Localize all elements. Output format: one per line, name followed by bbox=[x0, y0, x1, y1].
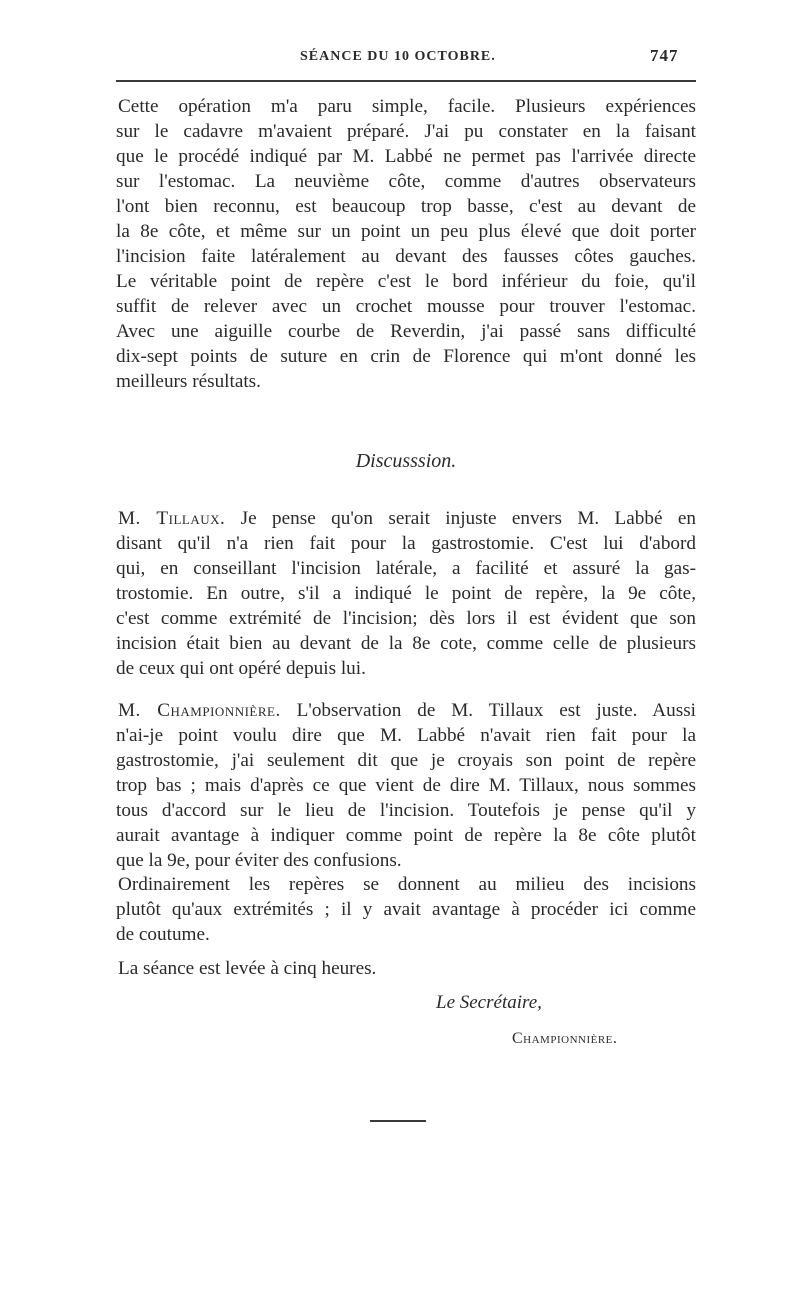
text-line: tous d'accord sur le lieu de l'incision. Toutefois je pense qu'il y bbox=[116, 800, 696, 821]
header-rule bbox=[116, 80, 696, 82]
text-line: Cette opération m'a paru simple, facile. Plusieurs expériences bbox=[118, 96, 696, 117]
running-header-title: SÉANCE DU 10 OCTOBRE. bbox=[300, 49, 496, 64]
paragraph-tillaux bbox=[116, 506, 696, 681]
speaker-name: M. Tillaux. bbox=[118, 508, 226, 529]
speaker-name: M. Championnière. bbox=[118, 700, 281, 721]
text-line: La séance est levée à cinq heures. bbox=[118, 958, 377, 979]
text-line: suffit de relever avec un crochet mousse pour trouver l'estomac. bbox=[116, 296, 696, 317]
end-rule bbox=[370, 1120, 426, 1122]
text-line: incision était bien au devant de la 8e cote, comme celle de plusieurs bbox=[116, 633, 696, 654]
text-line: n'ai-je point voulu dire que M. Labbé n'avait rien fait pour la bbox=[116, 725, 696, 746]
text-line: dix-sept points de suture en crin de Florence qui m'ont donné les bbox=[116, 346, 696, 367]
discussion-heading: Discusssion. bbox=[355, 450, 457, 472]
text-line: Ordinairement les repères se donnent au milieu des incisions bbox=[118, 874, 696, 895]
text-line: plutôt qu'aux extrémités ; il y avait avantage à procéder ici comme bbox=[116, 899, 696, 920]
paragraph-reperes bbox=[116, 872, 696, 947]
text-line: Avec une aiguille courbe de Reverdin, j'ai passé sans difficulté bbox=[116, 321, 696, 342]
text-line: de coutume. bbox=[116, 924, 210, 945]
text-line: gastrostomie, j'ai seulement dit que je croyais son point de repère bbox=[116, 750, 696, 771]
closing-line bbox=[116, 956, 696, 981]
text-line: sur le cadavre m'avaient préparé. J'ai pu constater en la faisant bbox=[116, 121, 696, 142]
text-line: disant qu'il n'a rien fait pour la gastrostomie. C'est lui d'abord bbox=[116, 533, 696, 554]
signature: Championnière. bbox=[512, 1030, 618, 1047]
paragraph-operation bbox=[116, 94, 696, 394]
text-line: l'ont bien reconnu, est beaucoup trop basse, c'est au devant de bbox=[116, 196, 696, 217]
text-line bbox=[116, 506, 696, 531]
text-fragment: Je pense qu'on serait injuste envers M. Labbé en bbox=[225, 508, 697, 529]
page-number: 747 bbox=[650, 46, 679, 65]
text-line: de ceux qui ont opéré depuis lui. bbox=[116, 658, 366, 679]
text-line: Le véritable point de repère c'est le bord inférieur du foie, qu'il bbox=[116, 271, 696, 292]
text-line: que la 9e, pour éviter des confusions. bbox=[116, 850, 402, 871]
text-line bbox=[116, 698, 696, 723]
text-line: meilleurs résultats. bbox=[116, 371, 261, 392]
paragraph-championniere bbox=[116, 698, 696, 873]
secretary-label: Le Secrétaire, bbox=[436, 992, 542, 1013]
text-line: aurait avantage à indiquer comme point de repère la 8e côte plutôt bbox=[116, 825, 696, 846]
text-fragment: L'observation de M. Tillaux est juste. Aussi bbox=[280, 700, 696, 721]
text-line: la 8e côte, et même sur un point un peu plus élevé que doit porter bbox=[116, 221, 696, 242]
text-line: que le procédé indiqué par M. Labbé ne permet pas l'arrivée directe bbox=[116, 146, 696, 167]
text-line: c'est comme extrémité de l'incision; dès lors il est évident que son bbox=[116, 608, 696, 629]
text-line: qui, en conseillant l'incision latérale, a facilité et assuré la gas- bbox=[116, 558, 696, 579]
text-line: sur l'estomac. La neuvième côte, comme d'autres observateurs bbox=[116, 171, 696, 192]
text-line: trostomie. En outre, s'il a indiqué le point de repère, la 9e côte, bbox=[116, 583, 696, 604]
text-line: trop bas ; mais d'après ce que vient de dire M. Tillaux, nous sommes bbox=[116, 775, 696, 796]
text-line: l'incision faite latéralement au devant des fausses côtes gauches. bbox=[116, 246, 696, 267]
